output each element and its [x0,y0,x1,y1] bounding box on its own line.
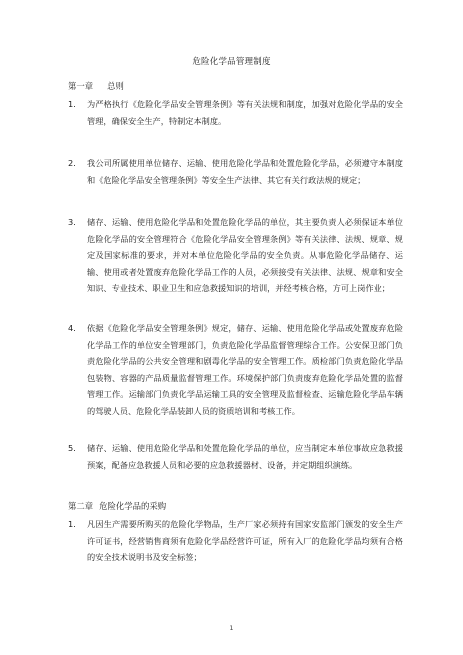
list-item [68,516,403,566]
chapter-title: 危险化学品的采购 [99,501,167,511]
item-text: 凡因生产需要所购买的危险化学物品，生产厂家必须持有国家安监部门颁发的安全生产许可证书，经营销售商须有危险化学品经营许可证，所有入厂的危险化学品均须有合格的安全技术说明书及安全标签； [87,519,403,562]
document-title: 危险化学品管理制度 [192,57,271,67]
list-item [68,155,403,188]
chapter-title: 总则 [107,81,124,91]
item-number: 3. [68,217,76,227]
item-text: 储存、运输、使用危险化学品和处置危险化学品的单位，应当制定本单位事故应急救援预案，配备应急救援人员和必要的应急救援器材、设备，并定期组织演练。 [87,443,403,470]
item-number: 1. [68,99,76,109]
item-text: 依据《危险化学品安全管理条例》规定，储存、运输、使用危险化学品或处置废弃危险化学品工作的单位安全管理部门，负责危险化学品监督管理综合工作。公安保卫部门负责危险化学品的公共安全管理和剧毒化学品的安全管理工作。质检部门负责危险化学品包装物、容器的产品质量监督管理工作。环境保护部门负责废弃危险化学品处置的监督管理工作。运输部门负责化学品运输工具的安全管理及监督检查、运输危险化学品车辆的驾驶人员、危险化学品装卸人员的资质培训和考核工作。 [87,323,403,416]
item-text: 储存、运输、使用危险化学品和处置危险化学品的单位，其主要负责人必须保证本单位危险化学品的安全管理符合《危险化学品安全管理条例》等有关法律、法规、规章、规定及国家标准的要求，并对本单位危险化学品的安全负责。从事危险化学品储存、运输、使用或者处置废弃危险化学品工作的人员，必须接受有关法律、法规、规章和安全知识、专业技术、职业卫生和应急救援知识的培训，并经考核合格，方可上岗作业； [87,217,403,293]
item-number: 2. [68,158,76,168]
page-number: 1 [229,624,234,632]
item-number: 1. [68,519,76,529]
chapter-number: 第一章 [68,81,94,91]
list-item [68,320,403,419]
list-item [68,214,403,297]
item-text: 为严格执行《危险化学品安全管理条例》等有关法规和制度，加强对危险化学品的安全管理，确保安全生产，特制定本制度。 [87,99,403,126]
item-text: 我公司所属使用单位储存、运输、使用危险化学品和处置危险化学品，必须遵守本制度和《危险化学品安全管理条例》等安全生产法律、其它有关行政法规的规定； [87,158,403,185]
item-number: 4. [68,323,76,333]
list-item [68,96,403,129]
chapter-heading [68,80,124,92]
chapter-number: 第二章 [68,501,94,511]
list-item [68,440,403,473]
chapter-heading [68,500,166,512]
item-number: 5. [68,443,76,453]
